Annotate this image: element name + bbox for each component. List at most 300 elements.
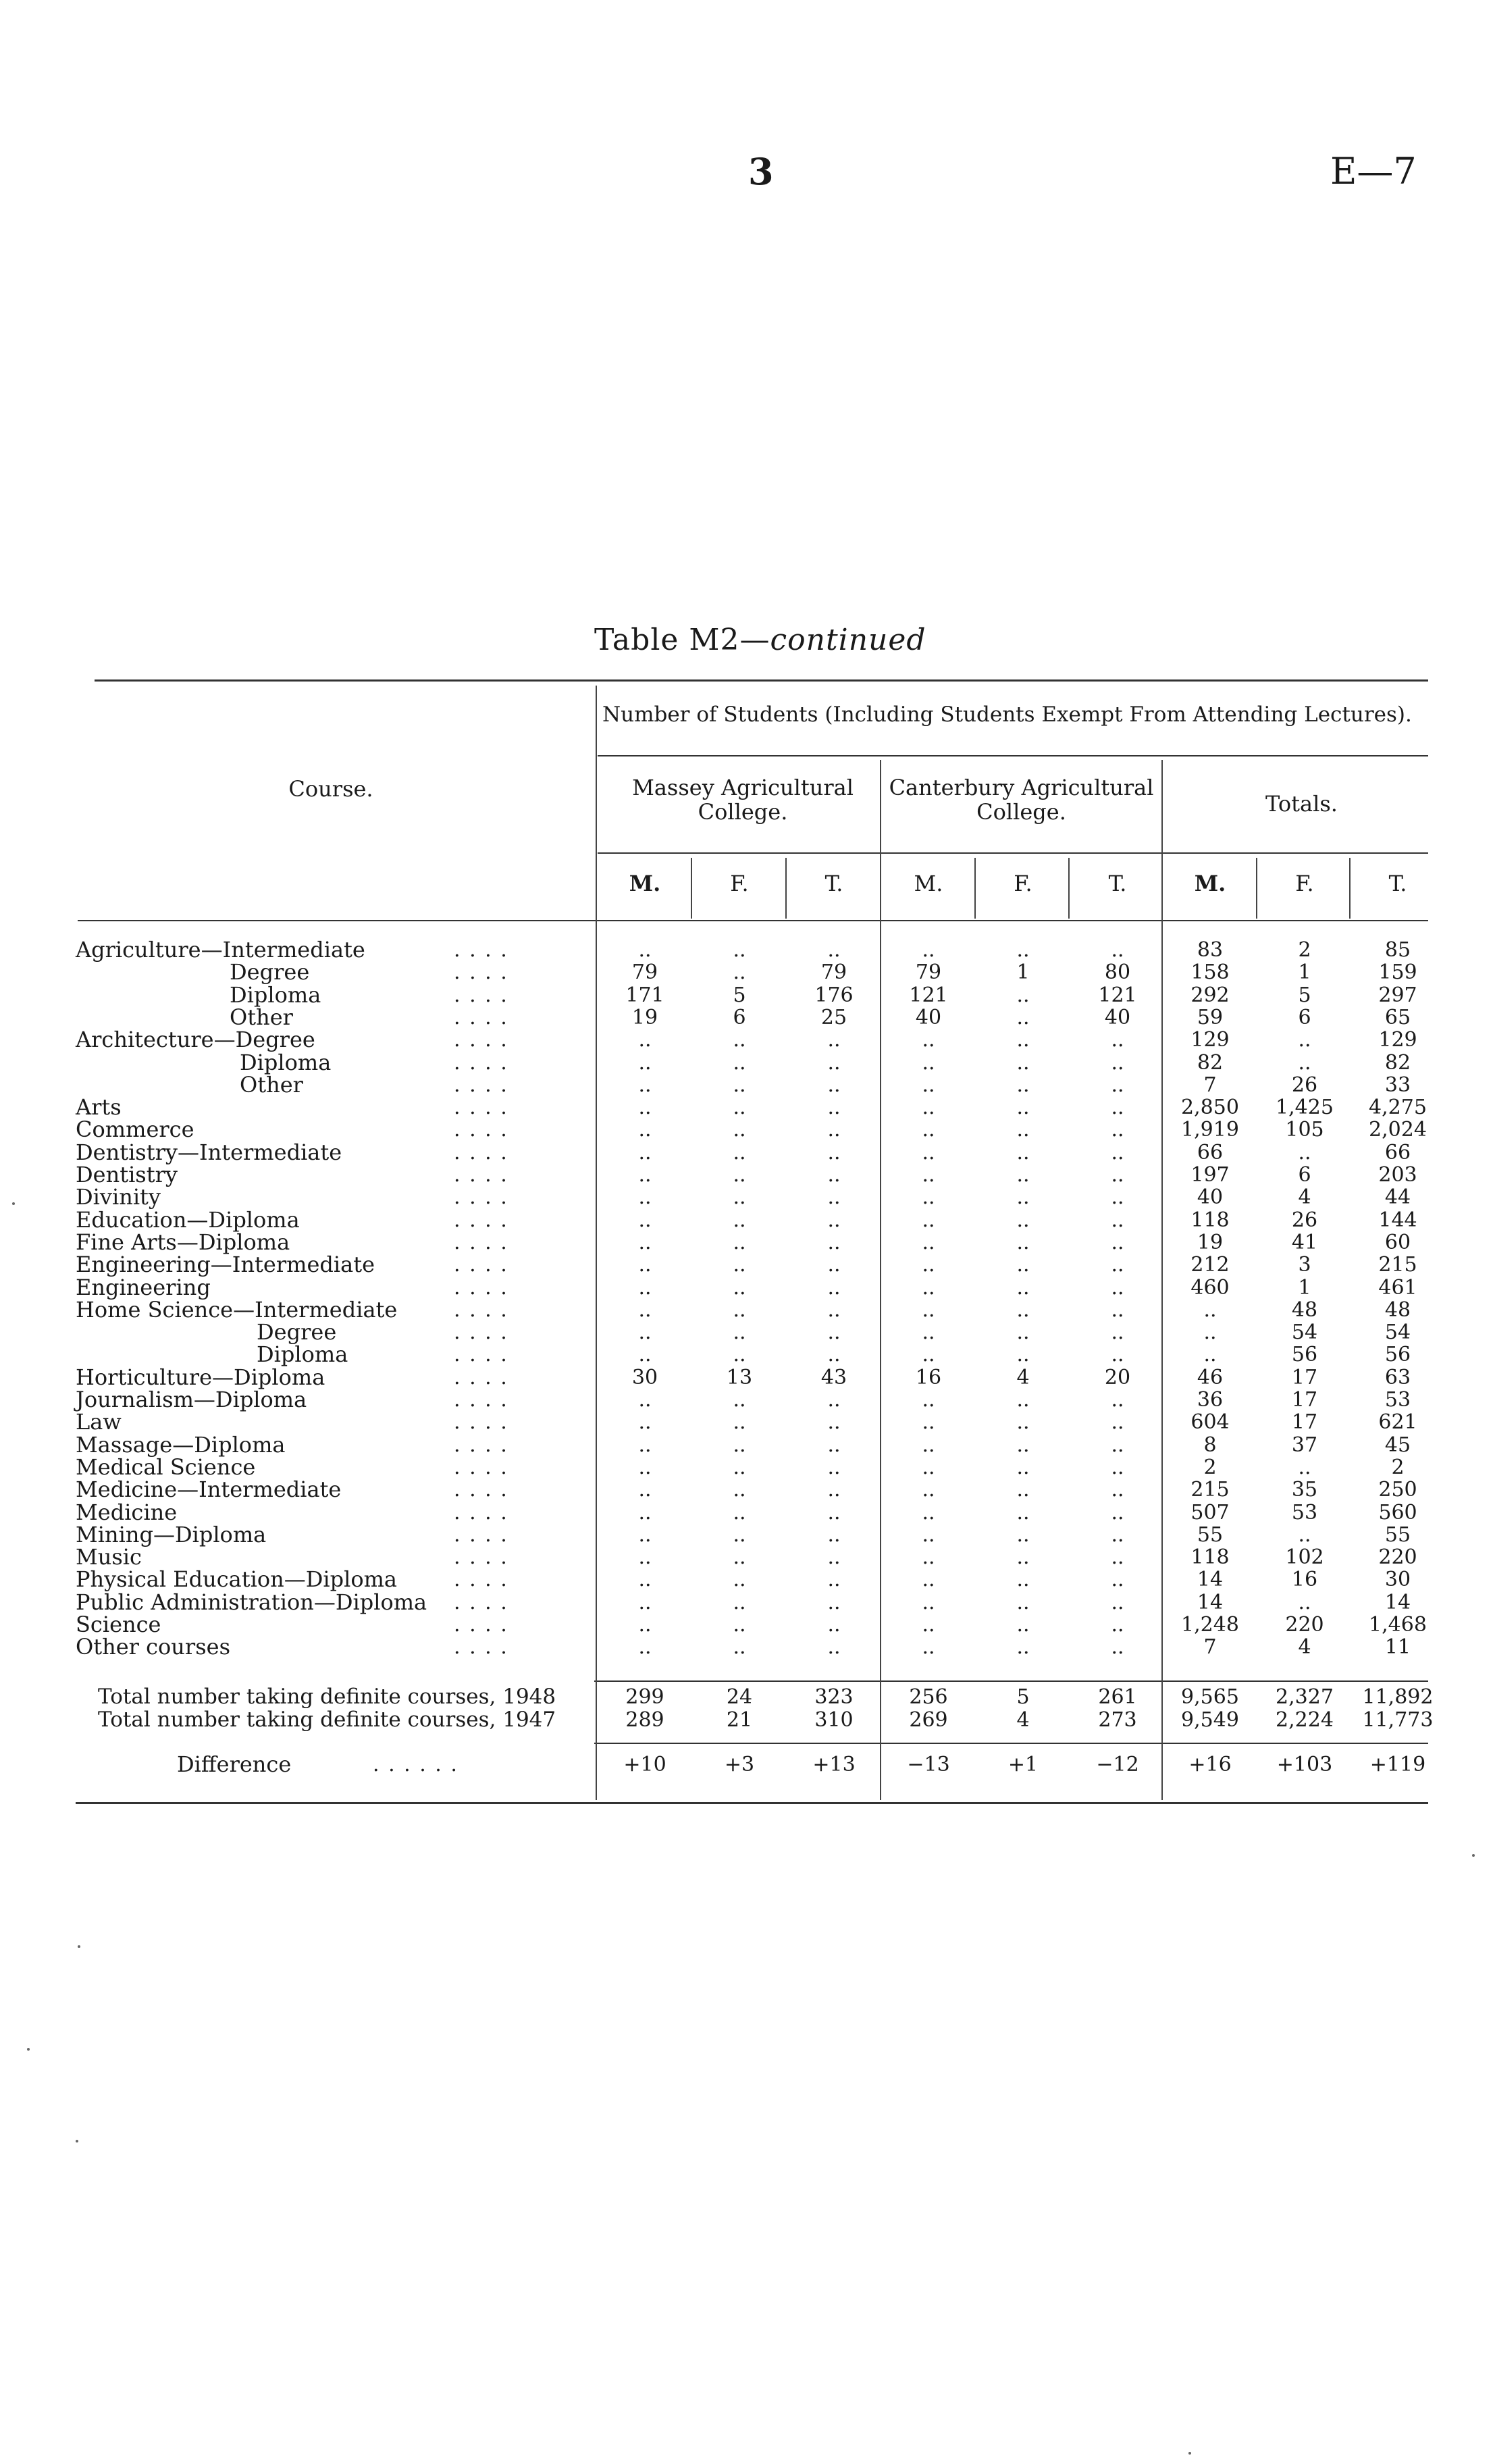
table-cell: .. [733, 1635, 746, 1660]
table-cell: 17 [1291, 1410, 1318, 1435]
table-cell: 4,275 [1369, 1096, 1427, 1120]
difference-cell: +10 [623, 1753, 666, 1776]
table-cell: .. [638, 1230, 652, 1254]
table-cell: .. [1111, 1096, 1124, 1120]
row-label: Music [76, 1544, 142, 1570]
difference-cell: +119 [1369, 1753, 1426, 1776]
table-cell: .. [638, 1163, 652, 1187]
leader-dots: . . . . [454, 1613, 508, 1637]
totals-cell: 11,773 [1362, 1708, 1434, 1732]
table-cell: .. [827, 1433, 841, 1457]
leader-dots: . . . . [454, 1590, 508, 1614]
table-title-prefix: Table M2— [594, 623, 770, 657]
table-cell: .. [1016, 1050, 1030, 1075]
table-cell: .. [827, 1230, 841, 1254]
table-cell: .. [1016, 1140, 1030, 1164]
table-cell: 2,024 [1369, 1118, 1427, 1142]
table-cell: 19 [631, 1005, 658, 1029]
leader-dots: . . . . [454, 1140, 508, 1164]
table-cell: .. [638, 1343, 652, 1367]
table-cell: 19 [1197, 1230, 1224, 1254]
table-cell: 60 [1384, 1230, 1411, 1254]
groups-top-rule [598, 755, 1428, 756]
leader-dots: . . . . [454, 1230, 508, 1254]
table-cell: .. [1111, 1478, 1124, 1502]
row-label: Education—Diploma [76, 1206, 300, 1233]
table-cell: .. [1111, 1500, 1124, 1524]
table-cell: 44 [1384, 1185, 1411, 1210]
table-cell: .. [827, 1388, 841, 1412]
table-top-rule [95, 679, 1428, 682]
totals-cell: 273 [1098, 1708, 1137, 1732]
subcolumn-header: F. [1014, 871, 1032, 896]
table-cell: 14 [1197, 1568, 1224, 1592]
table-bottom-rule [76, 1802, 1428, 1804]
table-cell: .. [638, 1522, 652, 1547]
table-cell: .. [1016, 1568, 1030, 1592]
table-cell: .. [733, 1320, 746, 1345]
subcolumn-header: T. [824, 871, 843, 896]
leader-dots: . . . . [454, 1185, 508, 1210]
col-divider-main [596, 686, 597, 1800]
table-cell: .. [1203, 1298, 1217, 1322]
table-cell: 121 [1098, 983, 1137, 1007]
table-cell: .. [733, 960, 746, 985]
totals-cell: 21 [726, 1708, 753, 1732]
groups-bottom-rule [598, 852, 1428, 854]
table-cell: 45 [1384, 1433, 1411, 1457]
row-label: Engineering [76, 1274, 211, 1300]
subheader-bottom-rule [78, 920, 1428, 921]
table-cell: .. [1111, 1568, 1124, 1592]
table-cell: .. [827, 1140, 841, 1164]
table-cell: 297 [1378, 983, 1417, 1007]
table-cell: .. [1016, 1522, 1030, 1547]
totals-header: Totals. [1265, 791, 1338, 817]
table-cell: .. [922, 1388, 935, 1412]
subcolumn-header: F. [1295, 871, 1314, 896]
totals-cell: 2,224 [1276, 1708, 1334, 1732]
table-cell: .. [733, 1410, 746, 1435]
leader-dots: . . . . [454, 1253, 508, 1277]
table-cell: 176 [814, 983, 854, 1007]
row-label: Other [240, 1071, 303, 1098]
totals-label: Total number taking definite courses, 1948 [98, 1685, 556, 1709]
leader-dots: . . . . [454, 1118, 508, 1142]
table-cell: .. [638, 1478, 652, 1502]
table-cell: 66 [1384, 1140, 1411, 1164]
table-cell: 4 [1016, 1365, 1030, 1389]
totals-cell: 24 [726, 1685, 753, 1709]
table-cell: .. [638, 1433, 652, 1457]
leader-dots: . . . . [454, 983, 508, 1007]
difference-cell: +16 [1188, 1753, 1232, 1776]
table-cell: 40 [1104, 1005, 1131, 1029]
table-cell: .. [1111, 1073, 1124, 1097]
table-cell: .. [1298, 1140, 1311, 1164]
table-cell: 79 [631, 960, 658, 985]
table-cell: 460 [1190, 1275, 1230, 1300]
leader-dots: . . . . . . [373, 1753, 459, 1776]
table-cell: .. [827, 1253, 841, 1277]
table-cell: 54 [1384, 1320, 1411, 1345]
table-cell: .. [1016, 1478, 1030, 1502]
table-cell: 250 [1378, 1478, 1417, 1502]
table-cell: .. [827, 1410, 841, 1435]
table-cell: .. [733, 1185, 746, 1210]
table-cell: .. [922, 1478, 935, 1502]
table-cell: .. [827, 1208, 841, 1232]
table-cell: .. [733, 1343, 746, 1367]
table-cell: 1 [1298, 1275, 1311, 1300]
table-cell: .. [1016, 1613, 1030, 1637]
table-cell: 63 [1384, 1365, 1411, 1389]
table-cell: 54 [1291, 1320, 1318, 1345]
table-cell: .. [1016, 1500, 1030, 1524]
table-cell: .. [733, 1118, 746, 1142]
row-label: Degree [257, 1319, 337, 1345]
leader-dots: . . . . [454, 1478, 508, 1502]
row-label: Degree [230, 959, 310, 985]
table-cell: .. [1016, 1590, 1030, 1614]
table-cell: 14 [1384, 1590, 1411, 1614]
leader-dots: . . . . [454, 1635, 508, 1660]
table-cell: .. [1016, 983, 1030, 1007]
table-cell: .. [922, 1455, 935, 1479]
table-cell: .. [638, 1208, 652, 1232]
table-cell: .. [1016, 1230, 1030, 1254]
table-cell: .. [922, 1298, 935, 1322]
table-cell: .. [1016, 1208, 1030, 1232]
course-header: Course. [288, 776, 373, 802]
table-cell: 1 [1016, 960, 1030, 985]
table-cell: .. [922, 1073, 935, 1097]
table-cell: .. [733, 1028, 746, 1052]
leader-dots: . . . . [454, 938, 508, 962]
table-cell: 2 [1203, 1455, 1217, 1479]
table-cell: .. [733, 1163, 746, 1187]
massey-header: Massey Agricultural College. [632, 775, 854, 825]
row-label: Dentistry [76, 1162, 178, 1187]
table-cell: 6 [733, 1005, 746, 1029]
table-cell: .. [733, 1590, 746, 1614]
table-cell: .. [1016, 1275, 1030, 1300]
row-label: Medical Science [76, 1454, 256, 1480]
subcolumn-header: M. [629, 871, 661, 896]
table-cell: .. [1111, 1590, 1124, 1614]
table-cell: 66 [1197, 1140, 1224, 1164]
table-cell: 1,248 [1181, 1613, 1239, 1637]
table-cell: 105 [1285, 1118, 1324, 1142]
table-cell: .. [733, 1478, 746, 1502]
table-cell: 17 [1291, 1365, 1318, 1389]
table-cell: .. [922, 1635, 935, 1660]
table-cell: 1,468 [1369, 1613, 1427, 1637]
row-label: Diploma [230, 981, 321, 1008]
row-label: Mining—Diploma [76, 1521, 267, 1547]
table-cell: .. [1298, 1050, 1311, 1075]
table-cell: 80 [1104, 960, 1131, 985]
table-cell: 30 [1384, 1568, 1411, 1592]
table-cell: .. [638, 1613, 652, 1637]
table-cell: .. [1111, 1320, 1124, 1345]
table-cell: .. [827, 1568, 841, 1592]
table-cell: .. [733, 1545, 746, 1570]
leader-dots: . . . . [454, 960, 508, 985]
table-cell: 26 [1291, 1208, 1318, 1232]
table-cell: .. [638, 1118, 652, 1142]
table-cell: .. [827, 1298, 841, 1322]
table-cell: 171 [625, 983, 664, 1007]
table-cell: 79 [915, 960, 942, 985]
table-cell: 82 [1384, 1050, 1411, 1075]
table-cell: .. [733, 938, 746, 962]
table-cell: .. [733, 1096, 746, 1120]
table-cell: 25 [820, 1005, 847, 1029]
table-cell: .. [733, 1253, 746, 1277]
table-cell: .. [827, 1073, 841, 1097]
table-cell: .. [922, 1163, 935, 1187]
table-cell: .. [1111, 1208, 1124, 1232]
table-cell: 1,425 [1276, 1096, 1334, 1120]
document-reference: E—7 [1330, 150, 1417, 192]
table-cell: .. [827, 1545, 841, 1570]
table-cell: .. [638, 1545, 652, 1570]
table-cell: 37 [1291, 1433, 1318, 1457]
table-cell: .. [733, 1208, 746, 1232]
table-cell: .. [638, 1185, 652, 1210]
table-cell: .. [1016, 1073, 1030, 1097]
table-cell: 5 [1298, 983, 1311, 1007]
table-cell: .. [1111, 1028, 1124, 1052]
table-cell: 2 [1298, 938, 1311, 962]
leader-dots: . . . . [454, 1522, 508, 1547]
table-cell: .. [733, 1500, 746, 1524]
table-cell: .. [1111, 1635, 1124, 1660]
table-title [594, 623, 926, 657]
table-title-suffix: continued [770, 623, 926, 657]
table-cell: .. [733, 1433, 746, 1457]
table-cell: .. [827, 1590, 841, 1614]
table-cell: .. [638, 1410, 652, 1435]
table-cell: .. [1016, 1635, 1030, 1660]
table-cell: .. [733, 1073, 746, 1097]
table-cell: 461 [1378, 1275, 1417, 1300]
leader-dots: . . . . [454, 1365, 508, 1389]
table-cell: .. [922, 1343, 935, 1367]
table-cell: .. [827, 1050, 841, 1075]
totals-bottom-rule [594, 1743, 1428, 1744]
table-cell: .. [922, 1320, 935, 1345]
table-cell: .. [733, 1140, 746, 1164]
table-cell: .. [638, 1388, 652, 1412]
table-cell: .. [1016, 1028, 1030, 1052]
row-label: Architecture—Degree [76, 1027, 315, 1053]
table-cell: .. [922, 1522, 935, 1547]
totals-cell: 256 [909, 1685, 948, 1709]
table-cell: .. [922, 1613, 935, 1637]
leader-dots: . . . . [454, 1050, 508, 1075]
totals-label: Total number taking definite courses, 1947 [98, 1708, 556, 1732]
scan-mark [76, 2140, 78, 2142]
table-cell: 48 [1384, 1298, 1411, 1322]
table-cell: .. [1016, 1096, 1030, 1120]
table-cell: .. [1111, 1140, 1124, 1164]
row-label: Fine Arts—Diploma [76, 1229, 290, 1255]
table-cell: 6 [1298, 1005, 1311, 1029]
table-cell: .. [922, 938, 935, 962]
table-cell: 11 [1384, 1635, 1411, 1660]
totals-cell: 289 [625, 1708, 664, 1732]
table-cell: .. [922, 1253, 935, 1277]
row-label: Home Science—Intermediate [76, 1296, 398, 1323]
table-cell: 17 [1291, 1388, 1318, 1412]
table-cell: .. [638, 1455, 652, 1479]
table-cell: .. [922, 1185, 935, 1210]
totals-cell: 9,565 [1181, 1685, 1239, 1709]
table-cell: .. [922, 1028, 935, 1052]
table-cell: .. [1203, 1343, 1217, 1367]
table-cell: 144 [1378, 1208, 1417, 1232]
totals-cell: 310 [814, 1708, 854, 1732]
table-cell: 604 [1190, 1410, 1230, 1435]
table-cell: .. [1016, 938, 1030, 962]
subcolumn-header: M. [914, 871, 943, 896]
table-cell: .. [1016, 1388, 1030, 1412]
table-cell: .. [1016, 1253, 1030, 1277]
table-cell: .. [733, 1050, 746, 1075]
table-cell: 59 [1197, 1005, 1224, 1029]
table-cell: 26 [1291, 1073, 1318, 1097]
table-cell: .. [827, 1500, 841, 1524]
table-cell: 118 [1190, 1545, 1230, 1570]
row-label: Medicine [76, 1499, 178, 1525]
table-cell: .. [1016, 1433, 1030, 1457]
leader-dots: . . . . [454, 1208, 508, 1232]
leader-dots: . . . . [454, 1343, 508, 1367]
table-cell: .. [827, 938, 841, 962]
difference-cell: −12 [1096, 1753, 1139, 1776]
table-cell: .. [1016, 1298, 1030, 1322]
scan-mark [27, 2048, 30, 2051]
leader-dots: . . . . [454, 1028, 508, 1052]
table-cell: 53 [1291, 1500, 1318, 1524]
table-cell: 560 [1378, 1500, 1417, 1524]
row-label: Massage—Diploma [76, 1431, 286, 1458]
table-cell: 1,919 [1181, 1118, 1239, 1142]
row-label: Journalism—Diploma [76, 1387, 307, 1412]
subcolumn-header: T. [1388, 871, 1407, 896]
table-cell: 35 [1291, 1478, 1318, 1502]
leader-dots: . . . . [454, 1096, 508, 1120]
table-cell: .. [638, 1500, 652, 1524]
table-cell: .. [827, 1275, 841, 1300]
table-cell: .. [827, 1455, 841, 1479]
table-cell: 82 [1197, 1050, 1224, 1075]
row-label: Physical Education—Diploma [76, 1566, 397, 1593]
table-cell: 85 [1384, 938, 1411, 962]
table-cell: .. [1111, 1163, 1124, 1187]
subcolumn-header: T. [1108, 871, 1127, 896]
table-cell: 56 [1291, 1343, 1318, 1367]
table-cell: .. [638, 1028, 652, 1052]
table-cell: 215 [1378, 1253, 1417, 1277]
table-cell: .. [922, 1545, 935, 1570]
row-label: Science [76, 1612, 161, 1637]
row-label: Arts [76, 1094, 122, 1121]
totals-top-rule [594, 1680, 1428, 1682]
row-label: Diploma [257, 1341, 348, 1368]
table-cell: .. [733, 1522, 746, 1547]
table-cell: 121 [909, 983, 948, 1007]
table-cell: 16 [1291, 1568, 1318, 1592]
table-cell: .. [1016, 1005, 1030, 1029]
table-cell: .. [1016, 1185, 1030, 1210]
table-cell: .. [638, 1073, 652, 1097]
table-cell: .. [827, 1163, 841, 1187]
table-cell: .. [1016, 1545, 1030, 1570]
table-cell: .. [922, 1568, 935, 1592]
difference-label: Difference [177, 1751, 292, 1777]
row-label: Medicine—Intermediate [76, 1477, 342, 1503]
table-cell: 83 [1197, 938, 1224, 962]
table-cell: .. [922, 1230, 935, 1254]
row-label: Other [230, 1004, 293, 1030]
table-cell: .. [638, 1635, 652, 1660]
table-cell: .. [638, 1096, 652, 1120]
totals-cell: 269 [909, 1708, 948, 1732]
table-cell: .. [1111, 1275, 1124, 1300]
table-cell: 55 [1197, 1522, 1224, 1547]
table-cell: 4 [1298, 1635, 1311, 1660]
table-cell: 118 [1190, 1208, 1230, 1232]
page-number: 3 [748, 150, 774, 193]
table-cell: 212 [1190, 1253, 1230, 1277]
table-cell: 48 [1291, 1298, 1318, 1322]
table-cell: 8 [1203, 1433, 1217, 1457]
table-cell: .. [1016, 1163, 1030, 1187]
table-cell: .. [1111, 1455, 1124, 1479]
leader-dots: . . . . [454, 1298, 508, 1322]
table-cell: 158 [1190, 960, 1230, 985]
table-cell: .. [1016, 1320, 1030, 1345]
table-cell: .. [1016, 1343, 1030, 1367]
table-cell: .. [638, 1253, 652, 1277]
table-cell: .. [827, 1028, 841, 1052]
table-cell: .. [1298, 1590, 1311, 1614]
leader-dots: . . . . [454, 1500, 508, 1524]
table-cell: .. [1111, 1253, 1124, 1277]
leader-dots: . . . . [454, 1320, 508, 1345]
table-cell: .. [1111, 1298, 1124, 1322]
table-cell: 7 [1203, 1635, 1217, 1660]
row-label: Horticulture—Diploma [76, 1364, 325, 1390]
difference-cell: +13 [812, 1753, 856, 1776]
table-cell: .. [1111, 1410, 1124, 1435]
table-cell: .. [733, 1613, 746, 1637]
scan-mark [1472, 1854, 1475, 1857]
table-cell: 36 [1197, 1388, 1224, 1412]
table-cell: .. [733, 1388, 746, 1412]
table-cell: 220 [1285, 1613, 1324, 1637]
table-cell: 220 [1378, 1545, 1417, 1570]
table-cell: .. [922, 1118, 935, 1142]
table-cell: 16 [915, 1365, 942, 1389]
table-cell: 30 [631, 1365, 658, 1389]
table-cell: .. [638, 938, 652, 962]
table-cell: .. [922, 1208, 935, 1232]
table-cell: .. [1203, 1320, 1217, 1345]
